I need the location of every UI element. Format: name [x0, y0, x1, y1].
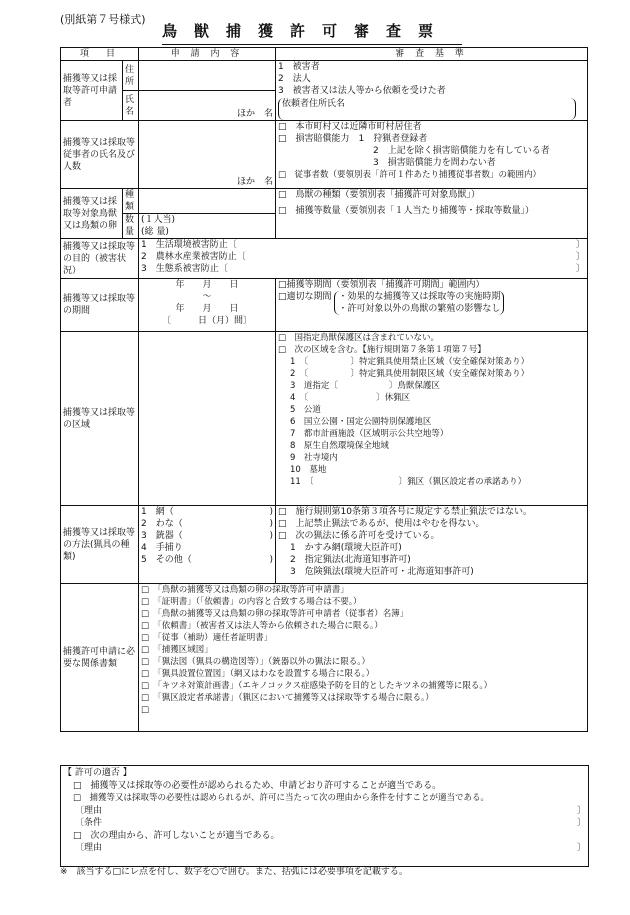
- docs-row: [61, 584, 588, 732]
- period-row: [61, 279, 588, 332]
- qty-label: 数量: [123, 214, 139, 239]
- qty-field[interactable]: (１人当) (総 量): [139, 214, 276, 239]
- period-label: 捕獲等又は採取等の期間: [61, 279, 139, 332]
- area-standard: □ 国指定鳥獣保護区は含まれていない。 □ 次の区域を含む。【施行規則第７条第１項第７号】 1 〔 〕特定猟具使用禁止区域（安全確保対策あり） 2 〔 〕特定猟具使用制限区域（安全確保対策あり） 3 道指定〔 〕鳥獣保護区 4 〔 〕休猟区 5 公道 6 国立公園・国定公園特別保護地区 7 都市計画施設（区域明示公共空地等） 8 原生自然環境保全地域 9 社寺境内 10 墓地 11 〔 〕猟区（猟区設定者の承諾あり）: [276, 332, 588, 506]
- method-row: [61, 506, 588, 584]
- option-approve[interactable]: □ 捕獲等又は採取等の必要性が認められるため、申請どおり許可することが適当である。: [73, 780, 442, 791]
- footnote: ※ 該当する□にレ点を付し、数字を○で囲む。また、括弧には必要事項を記載する。: [60, 867, 408, 877]
- applicant-standard: 1 被害者 2 法人 3 被害者又は法人等から依頼を受けた者 依頼者住所氏名: [276, 61, 588, 121]
- type-field[interactable]: [139, 189, 276, 214]
- area-row: [61, 332, 588, 506]
- option-conditional[interactable]: □ 捕獲等又は採取等の必要性は認められるが、許可に当たって次の理由から条件を付すことが適当である。: [73, 793, 490, 803]
- worker-field[interactable]: ほか 名: [139, 121, 276, 189]
- review-table: [60, 47, 588, 732]
- period-bracket: ・効果的な捕獲等又は採取等の実施時期 ・許可対象以外の鳥獣の繁殖の影響なし: [334, 291, 504, 315]
- option-deny[interactable]: □ 次の理由から、許可しないことが適当である。: [73, 830, 280, 841]
- docs-list: □ 「鳥獣の捕獲等又は鳥類の卵の採取等許可申請書」 □ 「証明書」（「依頼書」の内容と合致する場合は不要。） □ 「鳥獣の捕獲等又は鳥類の卵の採取等許可申請者（従事者）名簿」 □ 「依頼書」（被害者又は法人等から依頼された場合に限る。） □ 「従事（補助）適任者証明書」 □ 「捕獲区域図」 □ 「猟法図（猟具の構造図等）」（銃器以外の猟法に限る。） □ 「猟具設置位置図」（網又はわなを設置する場合に限る。） □ 「キツネ対策計画書」（エキノコックス症感染予防を目的としたキツネの捕獲等に限る。） □ 「猟区設定者承諾書」（猟区において捕獲等又は採取等する場合に限る。） □: [139, 584, 588, 732]
- method-label: 捕獲等又は採取等の方法(猟具の種類): [61, 506, 139, 584]
- target-standard: □ 鳥獣の種類（要領別表「捕獲許可対象鳥獣」） □ 捕獲等数量（要領別表「１人当たり捕獲等・採取等数量」）: [276, 189, 588, 239]
- area-field[interactable]: [139, 332, 276, 506]
- condition-field[interactable]: 〔条件 〕: [75, 818, 586, 828]
- method-standard: □ 施行規則第10条第３項各号に規定する禁止猟法ではない。 □ 上記禁止猟法であるが、使用はやむを得ない。 □ 次の猟法に係る許可を受けている。 1 かすみ網(環境大臣許可) 2 指定猟法(北海道知事許可) 3 危険猟法(環境大臣許可・北海道知事許可): [276, 506, 588, 584]
- worker-row: [61, 121, 588, 189]
- applicant-row: [61, 61, 588, 91]
- header-row: [61, 48, 588, 61]
- form-title: 鳥獣捕獲許可審査票: [162, 22, 451, 40]
- method-field[interactable]: 1 網（ ) 2 わな（ ) 3 銃器（ ) 4 手捕り 5 その他（ ): [139, 506, 276, 584]
- reason-field-2[interactable]: 〔理由 〕: [75, 843, 586, 853]
- applicant-label: 捕獲等又は採取等許可申請者: [61, 61, 123, 121]
- header-item: 項 目: [61, 48, 139, 61]
- target-label: 捕獲等又は採取等対象鳥獣又は鳥類の卵: [61, 189, 123, 239]
- address-field[interactable]: [139, 61, 276, 91]
- name-label: 氏 名: [123, 91, 139, 121]
- worker-standard: □ 本市町村又は近隣市町村居住者 □ 損害賠償能力 1 狩猟者登録者 2 上記を除く損害賠償能力を有している者 3 損害賠償能力を問わない者 □ 従事者数（要領別表「許可１件あたり捕獲従事者数」の範囲内）: [276, 121, 588, 189]
- target-row: [61, 189, 588, 214]
- header-content: 申 請 内 容: [139, 48, 276, 61]
- period-field[interactable]: 年 月 日 ～ 年 月 日 〔 日（月）間〕: [139, 279, 276, 332]
- name-field[interactable]: ほか 名: [139, 91, 276, 121]
- worker-label: 捕獲等又は採取等従事者の氏名及び人数: [61, 121, 139, 189]
- reason-field-1[interactable]: 〔理由 〕: [75, 805, 586, 816]
- requester-bracket[interactable]: 依頼者住所氏名: [278, 98, 576, 120]
- purpose-label: 捕獲等又は採取等の目的（被害状況）: [61, 239, 139, 279]
- conclusion-title: 【 許可の適否 】: [63, 768, 132, 778]
- purpose-row: [61, 239, 588, 279]
- period-standard: □捕獲等期間（要領別表「捕獲許可期間」範囲内） □適切な期間 ・効果的な捕獲等又は採取等の実施時期 ・許可対象以外の鳥獣の繁殖の影響なし: [276, 279, 588, 332]
- form-number-label: (別紙第７号様式): [60, 13, 146, 26]
- title-underline: [162, 44, 462, 45]
- docs-label: 捕獲許可申請に必要な関係書類: [61, 584, 139, 732]
- conclusion-box: [60, 765, 589, 867]
- header-standard: 審 査 基 準: [276, 48, 588, 61]
- address-label: 住 所: [123, 61, 139, 91]
- area-label: 捕獲等又は採取等の区域: [61, 332, 139, 506]
- type-label: 種類: [123, 189, 139, 214]
- purpose-field[interactable]: 1 生活環境被害防止〔 〕 2 農林水産業被害防止〔 〕 3 生態系被害防止〔 〕: [139, 239, 588, 279]
